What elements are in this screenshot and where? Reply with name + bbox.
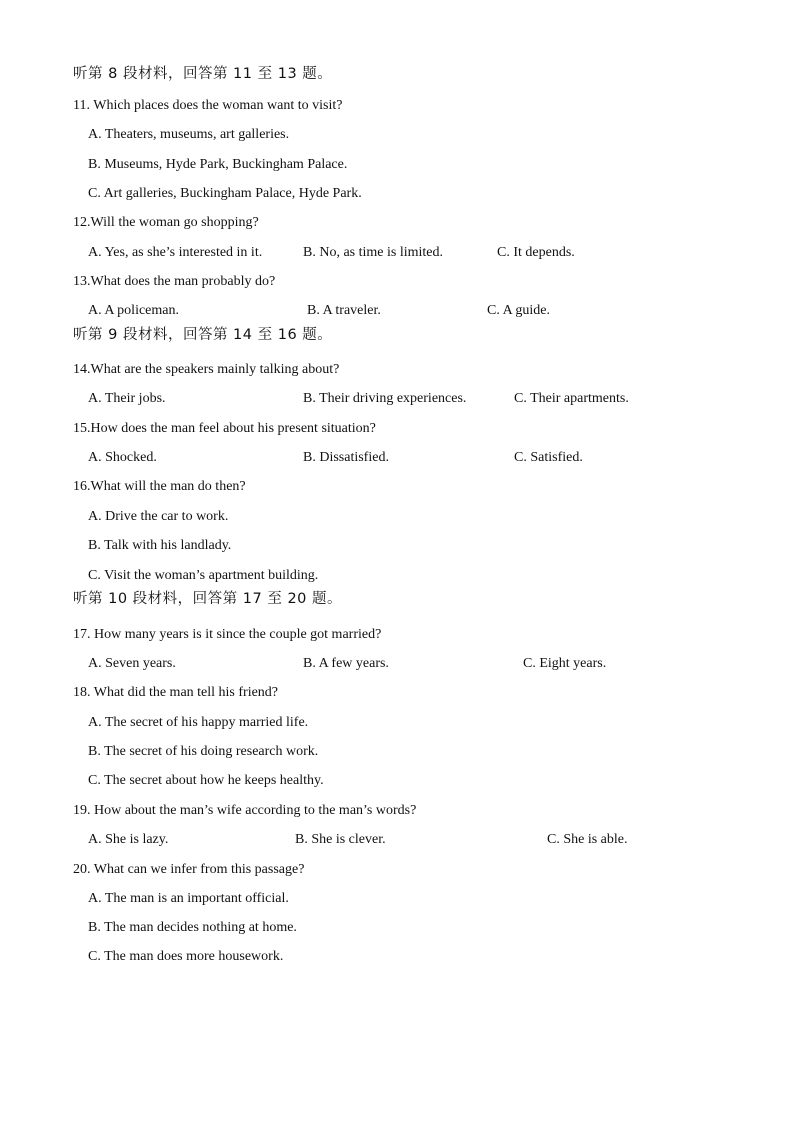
section-header: 听第 8 段材料，回答第 11 至 13 题。	[73, 66, 333, 82]
question-stem: 19. How about the man’s wife according to the man’s words?	[73, 803, 417, 818]
question-stem: 20. What can we infer from this passage?	[73, 862, 305, 877]
section-header: 听第 10 段材料，回答第 17 至 20 题。	[73, 591, 343, 607]
question-stem: 14.What are the speakers mainly talking about?	[73, 362, 340, 377]
option-b: B. Museums, Hyde Park, Buckingham Palace.	[88, 157, 348, 172]
question-stem: 18. What did the man tell his friend?	[73, 685, 279, 700]
question-stem: 11. Which places does the woman want to visit?	[73, 98, 343, 113]
question-stem: 16.What will the man do then?	[73, 479, 246, 494]
option-b: B. Talk with his landlady.	[88, 538, 232, 553]
option-b: B. She is clever.	[295, 832, 386, 847]
option-c: C. A guide.	[487, 303, 551, 318]
option-a: A. Seven years.	[88, 656, 176, 671]
section-header: 听第 9 段材料，回答第 14 至 16 题。	[73, 327, 333, 343]
option-c: C. Their apartments.	[514, 391, 629, 406]
option-b: B. Dissatisfied.	[303, 450, 389, 465]
option-c: C. Art galleries, Buckingham Palace, Hyde Park.	[88, 186, 362, 201]
option-c: C. She is able.	[547, 832, 628, 847]
option-a: A. Yes, as she’s interested in it.	[88, 245, 263, 260]
option-c: C. Eight years.	[523, 656, 607, 671]
option-a: A. She is lazy.	[88, 832, 169, 847]
option-a: A. Shocked.	[88, 450, 157, 465]
option-b: B. A traveler.	[307, 303, 381, 318]
question-stem: 15.How does the man feel about his present situation?	[73, 421, 376, 436]
option-c: C. The man does more housework.	[88, 949, 284, 964]
option-a: A. The man is an important official.	[88, 891, 289, 906]
option-a: A. Their jobs.	[88, 391, 166, 406]
option-a: A. Theaters, museums, art galleries.	[88, 127, 290, 142]
option-a: A. Drive the car to work.	[88, 509, 229, 524]
option-a: A. The secret of his happy married life.	[88, 715, 309, 730]
option-b: B. The secret of his doing research work.	[88, 744, 319, 759]
option-c: C. The secret about how he keeps healthy.	[88, 773, 324, 788]
option-a: A. A policeman.	[88, 303, 179, 318]
option-b: B. No, as time is limited.	[303, 245, 443, 260]
question-stem: 17. How many years is it since the couple got married?	[73, 627, 382, 642]
option-c: C. Visit the woman’s apartment building.	[88, 568, 319, 583]
question-stem: 13.What does the man probably do?	[73, 274, 276, 289]
question-stem: 12.Will the woman go shopping?	[73, 215, 259, 230]
option-b: B. Their driving experiences.	[303, 391, 467, 406]
option-b: B. The man decides nothing at home.	[88, 920, 297, 935]
option-c: C. It depends.	[497, 245, 575, 260]
option-b: B. A few years.	[303, 656, 389, 671]
option-c: C. Satisfied.	[514, 450, 583, 465]
